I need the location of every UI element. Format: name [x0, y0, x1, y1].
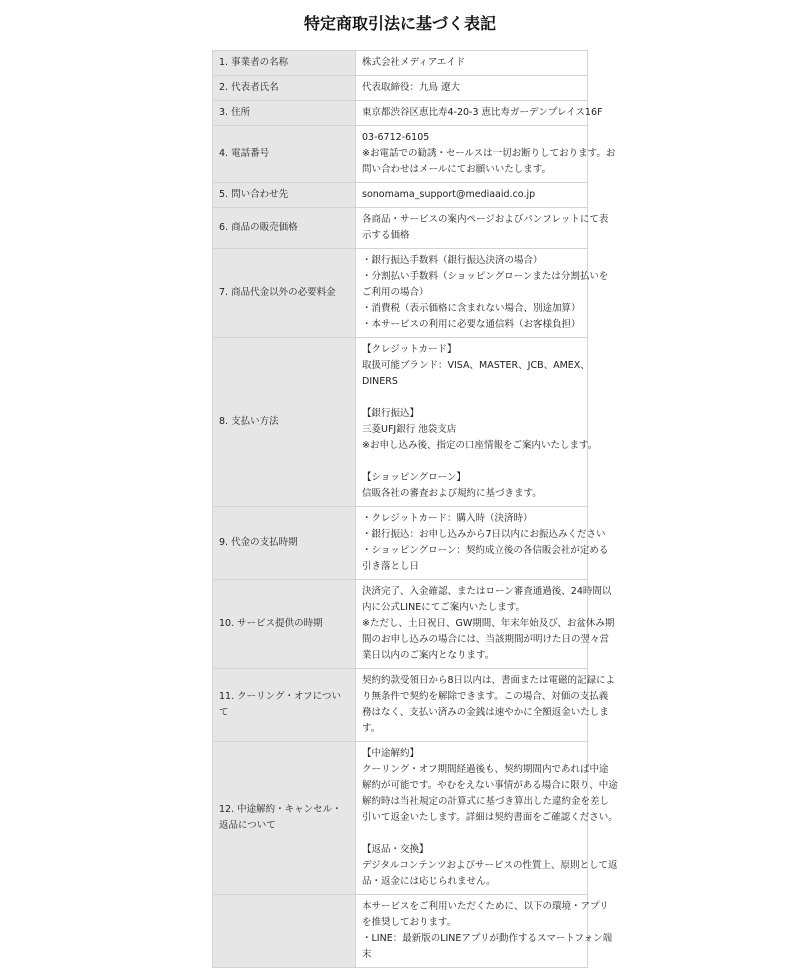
- value-line: す。: [362, 723, 381, 734]
- row-label: 5. 問い合わせ先: [213, 183, 356, 208]
- page-title: 特定商取引法に基づく表記: [303, 14, 496, 33]
- row-value: [356, 895, 613, 968]
- row-label: 1. 事業者の名称: [213, 51, 356, 76]
- row-label: 6. 商品の販売価格: [213, 208, 356, 249]
- value-line: ※お申し込み後、指定の口座情報をご案内いたします。: [362, 440, 598, 451]
- value-line: 【クレジットカード】: [362, 344, 457, 355]
- value-line: ・分割払い手数料（ショッピングローンまたは分割払いを: [362, 271, 609, 282]
- row-label: 7. 商品代金以外の必要料金: [213, 249, 356, 338]
- legal-notice-table: [212, 50, 618, 968]
- row-label: 12. 中途解約・キャンセル・返品について: [213, 742, 356, 895]
- table-row: [213, 101, 588, 126]
- value-line: 示する価格: [362, 230, 410, 241]
- value-line: DINERS: [362, 376, 398, 387]
- value-line: ・銀行振込：お申し込みから7日以内にお振込みください: [362, 529, 606, 540]
- row-value: [356, 507, 609, 580]
- table-row: [213, 183, 588, 208]
- value-line: 03-6712-6105: [362, 132, 430, 143]
- value-line: ・ショッピングローン：契約成立後の各信販会社が定める: [362, 545, 609, 556]
- value-line: sonomama_support@mediaaid.co.jp: [362, 189, 536, 200]
- value-line: 【ショッピングローン】: [362, 472, 466, 483]
- value-line: 解約が可能です。やむをえない事情がある場合に限り、中途: [362, 780, 618, 791]
- value-line: 業日以内のご案内となります。: [362, 650, 495, 661]
- value-line: ※ただし、土日祝日、GW期間、年末年始及び、お盆休み期: [362, 618, 615, 629]
- value-line: を推奨しております。: [362, 917, 457, 928]
- value-line: 内に公式LINEにてご案内いたします。: [362, 602, 525, 613]
- row-value: [356, 249, 609, 338]
- row-value: [356, 76, 588, 101]
- value-line: 【中途解約】: [362, 748, 420, 759]
- value-line: 末: [362, 949, 372, 960]
- value-line: 決済完了、入金確認、またはローン審査通過後、24時間以: [362, 586, 612, 597]
- value-line: ※お電話での勧誘・セールスは一切お断りしております。お: [362, 148, 616, 159]
- legal-notice-table-body: [213, 51, 618, 968]
- table-row: [213, 51, 588, 76]
- value-line: ・本サービスの利用に必要な通信料（お客様負担）: [362, 319, 581, 330]
- row-label: 9. 代金の支払時期: [213, 507, 356, 580]
- value-line: 東京都渋谷区恵比寿4-20-3 恵比寿ガーデンプレイス16F: [362, 107, 603, 118]
- value-line: り無条件で契約を解除できます。この場合、対価の支払義: [362, 691, 609, 702]
- table-row: [213, 208, 588, 249]
- row-value: [356, 126, 616, 183]
- row-label: 4. 電話番号: [213, 126, 356, 183]
- blank-line: [362, 454, 581, 470]
- value-line: 信販各社の審査および規約に基づきます。: [362, 488, 542, 499]
- table-row: [213, 742, 588, 895]
- row-label: 8. 支払い方法: [213, 338, 356, 507]
- value-line: 三菱UFJ銀行 池袋支店: [362, 424, 457, 435]
- table-row: [213, 507, 588, 580]
- row-value: [356, 208, 609, 249]
- row-value: [356, 338, 598, 507]
- value-line: クーリング・オフ期間経過後も、契約期間内であれば中途: [362, 764, 609, 775]
- value-line: 解約時は当社規定の計算式に基づき算出した違約金を差し: [362, 796, 610, 807]
- row-value: [356, 669, 616, 742]
- row-label: 3. 住所: [213, 101, 356, 126]
- table-row: [213, 895, 588, 968]
- value-line: 本サービスをご利用いただくために、以下の環境・アプリ: [362, 901, 609, 912]
- table-row: [213, 76, 588, 101]
- value-line: 各商品・サービスの案内ページおよびパンフレットにて表: [362, 214, 609, 225]
- row-value: [356, 51, 588, 76]
- value-line: ご利用の場合）: [362, 287, 429, 298]
- row-label: 11. クーリング・オフについて: [213, 669, 356, 742]
- row-label: 2. 代表者氏名: [213, 76, 356, 101]
- value-line: ・クレジットカード：購入時（決済時）: [362, 513, 533, 524]
- value-line: 取扱可能ブランド：VISA、MASTER、JCB、AMEX、: [362, 360, 590, 371]
- table-row: [213, 249, 588, 338]
- value-line: デジタルコンテンツおよびサービスの性質上、原則として返: [362, 860, 618, 871]
- value-line: 引いて返金いたします。詳細は契約書面をご確認ください。: [362, 812, 618, 823]
- value-line: ・消費税（表示価格に含まれない場合、別途加算）: [362, 303, 581, 314]
- value-line: 株式会社メディアエイド: [362, 57, 466, 68]
- table-row: [213, 126, 588, 183]
- value-line: 代表取締役：九鳥 遼大: [362, 82, 461, 93]
- row-value: [356, 580, 615, 669]
- value-line: 契約約款受領日から8日以内は、書面または電磁的記録によ: [362, 675, 616, 686]
- table-row: [213, 580, 588, 669]
- row-value: [356, 742, 618, 895]
- value-line: 【銀行振込】: [362, 408, 420, 419]
- value-line: 引き落とし日: [362, 561, 420, 572]
- row-label: [213, 895, 356, 968]
- table-row: [213, 669, 588, 742]
- value-line: 【返品・交換】: [362, 844, 429, 855]
- table-row: [213, 338, 588, 507]
- value-line: ・LINE：最新版のLINEアプリが動作するスマートフォン端: [362, 933, 613, 944]
- row-value: [356, 101, 603, 126]
- value-line: 務はなく、支払い済みの金銭は速やかに全額返金いたしま: [362, 707, 609, 718]
- value-line: 間のお申し込みの場合には、当該期間が明けた日の翌々営: [362, 634, 610, 645]
- value-line: ・銀行振込手数料（銀行振込決済の場合）: [362, 255, 543, 266]
- row-value: [356, 183, 588, 208]
- value-line: 品・返金には応じられません。: [362, 876, 496, 887]
- blank-line: [362, 390, 581, 406]
- row-label: 10. サービス提供の時期: [213, 580, 356, 669]
- value-line: 問い合わせはメールにてお願いいたします。: [362, 164, 552, 175]
- blank-line: [362, 826, 581, 842]
